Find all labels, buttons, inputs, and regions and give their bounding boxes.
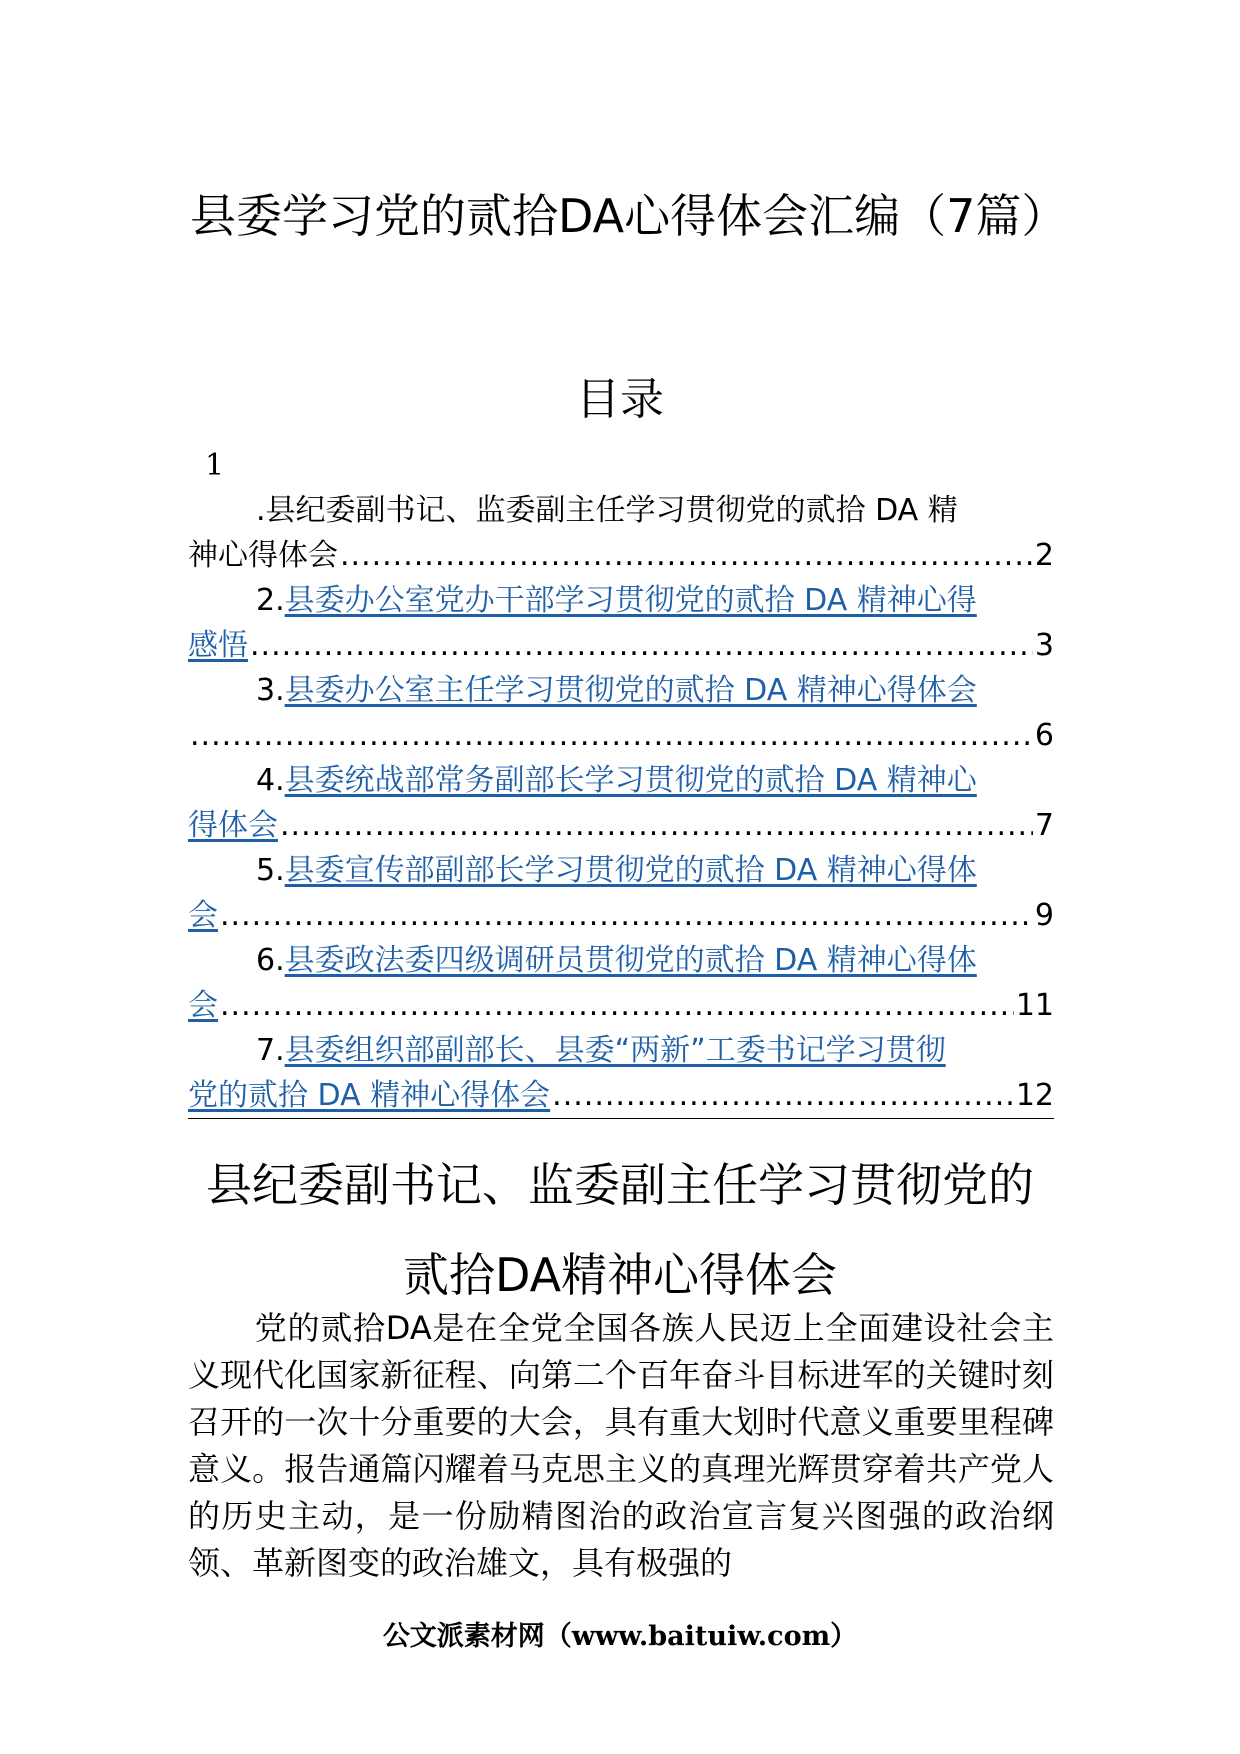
toc-entry-title-continued[interactable]: 感悟 [188,628,248,663]
toc-entry [188,488,1054,578]
toc-entry-title-continued[interactable]: 会 [188,988,218,1023]
toc-leader-dots [280,803,1033,848]
toc-entry-title-continued: 神心得体会 [188,538,338,573]
toc-entry-title: 县纪委副书记、监委副主任学习贯彻党的贰拾 DA 精 [265,493,958,528]
toc-entry-title[interactable]: 县委统战部常务副部长学习贯彻党的贰拾 DA 精神心 [284,763,977,798]
toc-entry-number: 4. [256,763,285,798]
toc-leader-dots [190,713,1033,758]
body-paragraph [188,1305,1054,1587]
toc-entry-title[interactable]: 县委办公室主任学习贯彻党的贰拾 DA 精神心得体会 [284,673,977,708]
toc-leader-dots [552,1073,1014,1118]
toc-entry-number: 5. [256,853,285,888]
toc-entry-title-continued[interactable]: 得体会 [188,808,278,843]
section-title: 县纪委副书记、监委副主任学习贯彻党的贰拾DA精神心得体会 [206,1158,1034,1302]
toc-entry-number: . [256,493,266,528]
toc-entry-title[interactable]: 县委宣传部副部长学习贯彻党的贰拾 DA 精神心得体 [284,853,977,888]
toc-entry-number: 2. [256,583,285,618]
toc-entry[interactable] [188,1028,1054,1119]
toc-leader-dots [250,623,1033,668]
toc-entry-title-continued[interactable]: 会 [188,898,218,933]
toc-entry-number: 6. [256,943,285,978]
toc-entry-number: 3. [256,673,285,708]
toc-entry-number: 7. [256,1033,285,1068]
toc-entry-title[interactable]: 县委组织部副部长、县委“两新”工委书记学习贯彻 [284,1033,946,1068]
toc-entry-title[interactable]: 县委政法委四级调研员贯彻党的贰拾 DA 精神心得体 [284,943,977,978]
footer-watermark: 公文派素材网（www.baituiw.com） [382,1621,858,1652]
toc-page-number: 6 [1034,718,1054,753]
toc-entry[interactable] [188,848,1054,938]
toc-leader-dots [340,533,1033,578]
toc-page-number: 9 [1034,898,1054,933]
toc-entry-title[interactable]: 县委办公室党办干部学习贯彻党的贰拾 DA 精神心得 [284,583,977,618]
toc-entry-title-continued[interactable]: 党的贰拾 DA 精神心得体会 [188,1078,551,1113]
toc-leader-dots [220,893,1033,938]
toc-leader-dots [220,983,1014,1028]
toc-entry[interactable] [188,758,1054,848]
paragraph-text: 党的贰拾DA是在全党全国各族人民迈上全面建设社会主义现代化国家新征程、向第二个百年奋斗目标进军的关键时刻召开的一次十分重要的大会，具有重大划时代意义重要里程碑意义。报告通篇闪耀着马克思主义的真理光辉贯穿着共产党人的历史主动，是一份励精图治的政治宣言复兴图强的政治纲领、革新图变的政治雄文，具有极强的 [188,1309,1054,1582]
toc-heading: 目录 [576,374,664,425]
toc-page-number: 11 [1015,988,1054,1023]
toc-page-number: 12 [1015,1078,1054,1113]
toc-first-number: 1 [205,448,225,483]
table-of-contents [188,488,1054,1119]
toc-page-number: 7 [1034,808,1054,843]
toc-entry[interactable] [188,578,1054,668]
toc-page-number: 2 [1034,538,1054,573]
toc-entry[interactable] [188,668,1054,758]
document-title: 县委学习党的贰拾DA心得体会汇编（7篇） [190,189,1068,243]
toc-page-number: 3 [1034,628,1054,663]
toc-entry[interactable] [188,938,1054,1028]
